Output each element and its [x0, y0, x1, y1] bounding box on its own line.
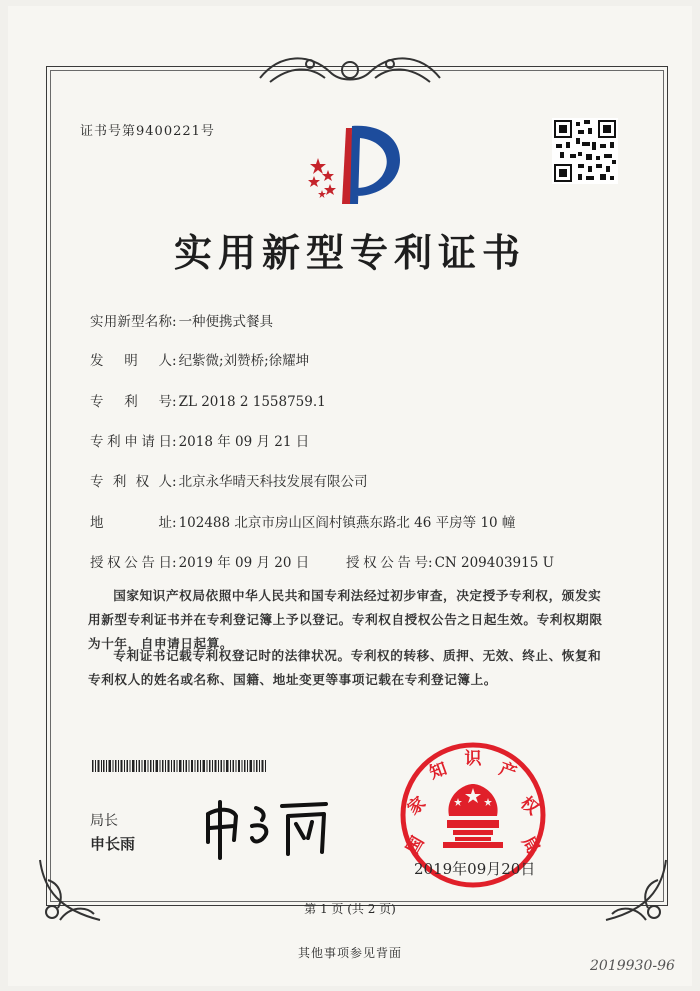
- field-announcement-no-row: 授权公告号: CN 209403915 U: [346, 555, 554, 571]
- field-patentee-row: 专利权人: 北京永华晴天科技发展有限公司: [90, 474, 368, 490]
- field-inventor-row: 发明人: 纪紫微;刘赞桥;徐耀坤: [90, 353, 310, 369]
- field-patentee-label: 专利权人: [90, 474, 172, 490]
- seal-char-6: 权: [516, 793, 543, 820]
- seal-char-1: 国: [402, 833, 429, 858]
- field-address-value: 102488 北京市房山区阎村镇燕东路北 46 平房等 10 幢: [178, 515, 516, 531]
- field-announcement-date-row: 授权公告日: 2019 年 09 月 20 日: [90, 555, 310, 571]
- page-number: 第 1 页 (共 2 页): [304, 902, 396, 916]
- statement-paragraph-1: 国家知识产权局依照中华人民共和国专利法经过初步审查，决定授予专利权，颁发实用新型专利证书并在专利登记簿上予以登记。专利权自授权公告之日起生效。专利权期限为十年，自申请日起算。: [88, 588, 603, 651]
- field-address-label: 地址: [90, 515, 172, 531]
- statement-paragraph-2: 专利证书记载专利权登记时的法律状况。专利权的转移、质押、无效、终止、恢复和专利权人的姓名或名称、国籍、地址变更等事项记载在专利登记簿上。: [88, 648, 602, 687]
- seal-char-5: 产: [496, 758, 520, 784]
- barcode-icon: [92, 760, 268, 772]
- director-title: 局长: [90, 813, 118, 829]
- field-application-date-value: 2018 年 09 月 21 日: [178, 434, 310, 450]
- field-announcement-no-label: 授权公告号: [346, 555, 428, 571]
- field-patent-no-row: 专利号: ZL 2018 2 1558759.1: [90, 394, 326, 410]
- field-announcement-date-label: 授权公告日: [90, 555, 172, 571]
- field-announcement-date-value: 2019 年 09 月 20 日: [178, 555, 310, 571]
- director-signature-icon: [196, 786, 346, 866]
- seal-char-3: 知: [426, 758, 450, 784]
- seal-date: 2019年09月20日: [414, 860, 536, 878]
- seal-char-4: 识: [464, 749, 482, 769]
- field-inventor-label: 发明人: [90, 353, 172, 369]
- handwritten-note: 2019930-96: [590, 958, 675, 974]
- ornament-bottom-left-icon: [30, 850, 110, 930]
- field-patentee-value: 北京永华晴天科技发展有限公司: [178, 474, 368, 490]
- field-patent-no-label: 专利号: [90, 394, 172, 410]
- field-name-value: 一种便携式餐具: [178, 314, 274, 330]
- patent-office-logo-icon: [300, 118, 410, 208]
- certificate-title: 实用新型专利证书: [173, 230, 526, 275]
- field-patent-no-value: ZL 2018 2 1558759.1: [178, 394, 326, 410]
- field-name-label: 实用新型名称: [90, 314, 172, 330]
- seal-char-7: 局: [517, 833, 544, 858]
- footer-note: 其他事项参见背面: [297, 946, 402, 960]
- director-name: 申长雨: [90, 835, 136, 853]
- field-application-date-label: 专利申请日: [90, 434, 172, 450]
- ornament-bottom-right-icon: [596, 850, 676, 930]
- field-announcement-no-value: CN 209403915 U: [434, 555, 554, 571]
- ornament-top-icon: [250, 48, 450, 92]
- field-application-date-row: 专利申请日: 2018 年 09 月 21 日: [90, 434, 310, 450]
- qr-code-icon: [552, 118, 618, 184]
- field-name-row: 实用新型名称: 一种便携式餐具: [90, 314, 274, 330]
- field-address-row: 地址: 102488 北京市房山区阎村镇燕东路北 46 平房等 10 幢: [90, 515, 516, 531]
- certificate-number: 证书号第9400221号: [80, 124, 215, 139]
- seal-char-2: 家: [403, 793, 430, 820]
- field-inventor-value: 纪紫微;刘赞桥;徐耀坤: [178, 353, 310, 369]
